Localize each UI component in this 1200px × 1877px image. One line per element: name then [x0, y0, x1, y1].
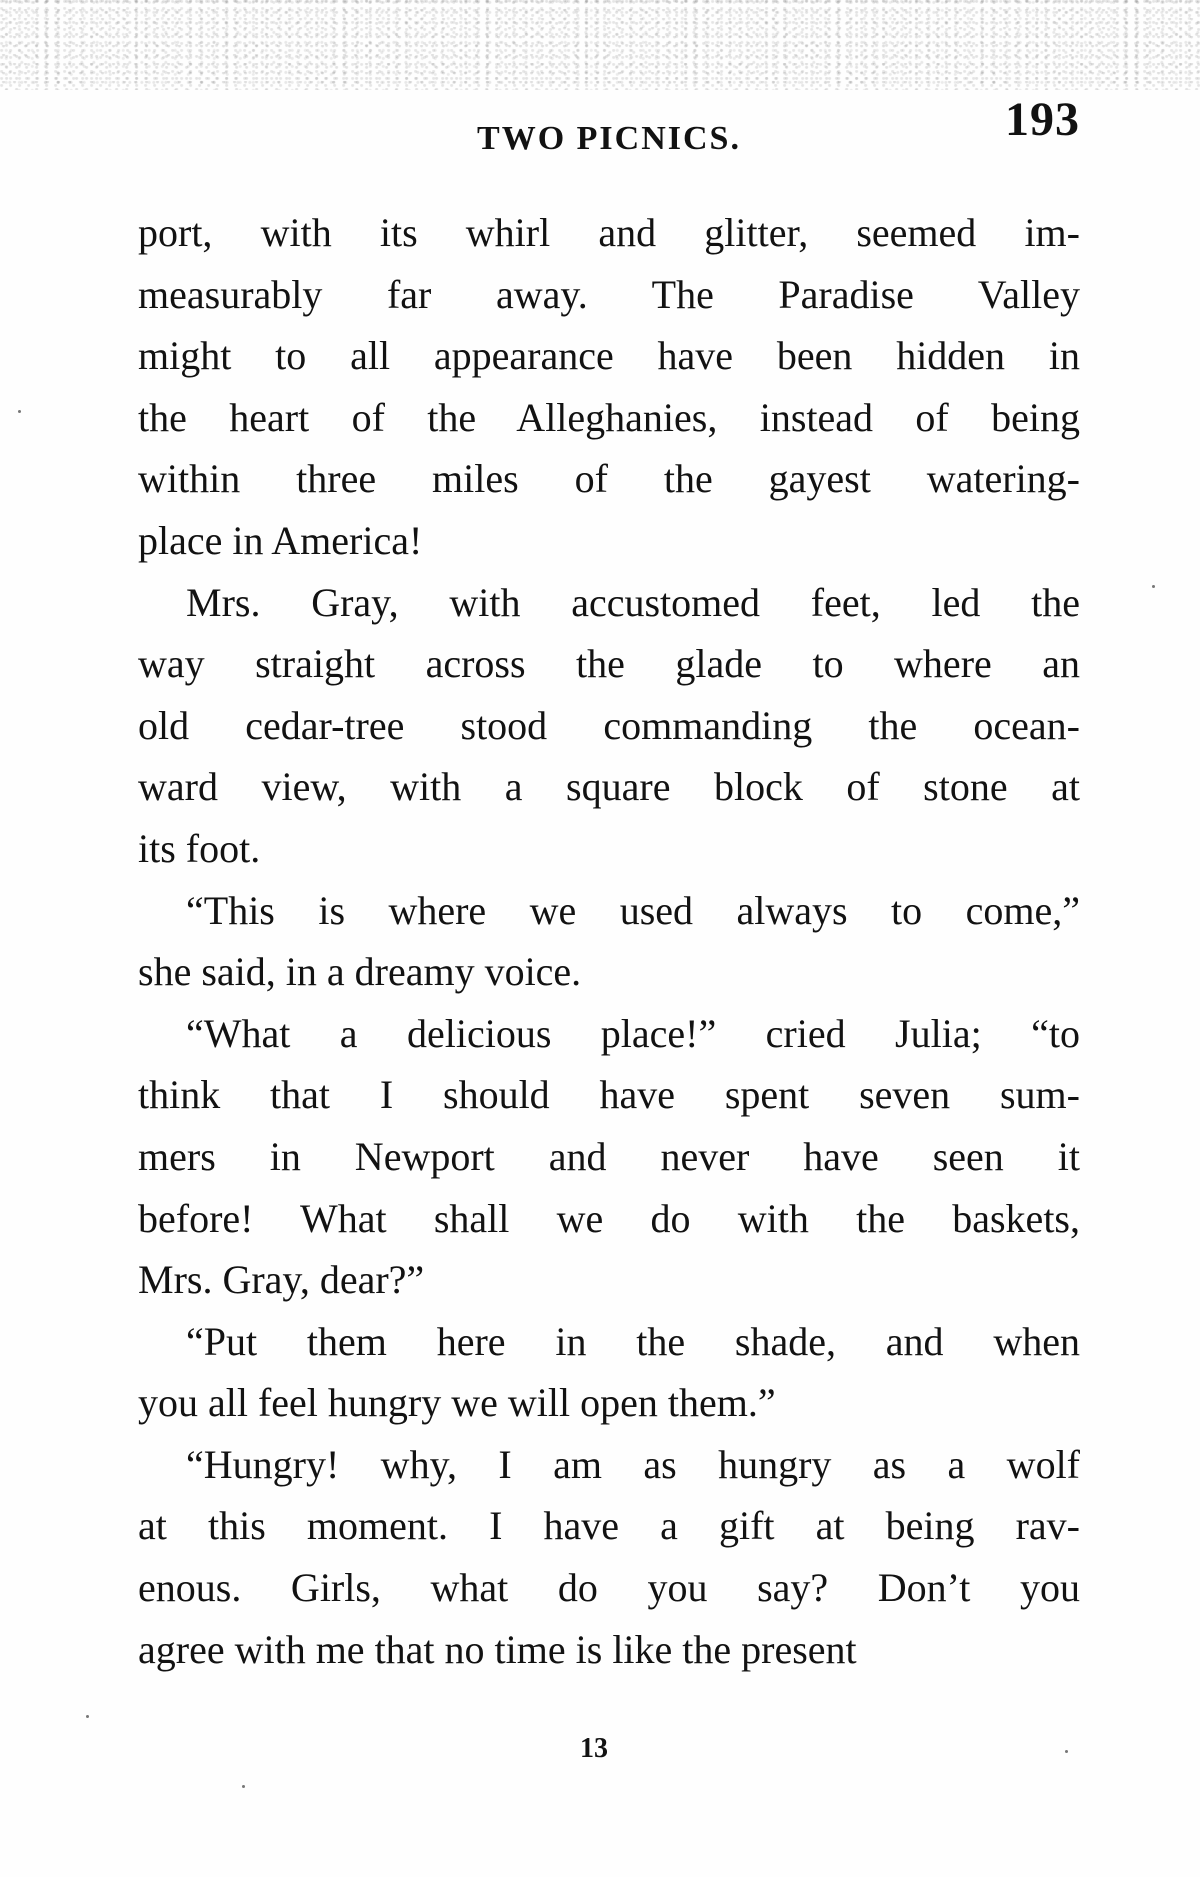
- text-line: agree with me that no time is like the present: [138, 1626, 857, 1672]
- text-line: “Put them here in the shade, and when: [186, 1318, 1080, 1364]
- scan-dot: [242, 1785, 245, 1788]
- text-line: port, with its whirl and glitter, seemed im-: [138, 210, 1080, 255]
- page-number: 193: [1005, 93, 1080, 146]
- text-line: the heart of the Alleghanies, instead of being: [138, 394, 1080, 440]
- running-head: [138, 92, 1080, 157]
- text-line: “What a delicious place!” cried Julia; “to: [186, 1010, 1080, 1056]
- paragraph-4: [138, 1003, 1080, 1311]
- signature-mark: 13: [580, 1733, 608, 1764]
- text-line: way straight across the glade to where an: [138, 641, 1080, 687]
- paragraph-3: [138, 880, 1080, 1003]
- scan-dot: [1152, 585, 1155, 588]
- text-line: enous. Girls, what do you say? Don’t you: [138, 1565, 1080, 1611]
- scan-dot: [86, 1715, 89, 1718]
- text-line: its foot.: [138, 825, 261, 871]
- text-line: before! What shall we do with the baskets,: [138, 1195, 1080, 1241]
- scan-dot: [18, 410, 21, 413]
- text-line: at this moment. I have a gift at being rav-: [138, 1503, 1080, 1549]
- paragraph-1: [138, 202, 1080, 572]
- text-line: within three miles of the gayest watering-: [138, 456, 1080, 502]
- text-line: Mrs. Gray, dear?”: [138, 1257, 425, 1303]
- paragraph-5: [138, 1311, 1080, 1434]
- body-text: [138, 202, 1080, 1680]
- text-line: old cedar-tree stood commanding the ocean-: [138, 702, 1080, 748]
- scan-speckle: [0, 0, 1200, 90]
- paragraph-6: [138, 1434, 1080, 1680]
- paragraph-2: [138, 572, 1080, 880]
- running-title: TWO PICNICS.: [477, 120, 741, 157]
- text-line: she said, in a dreamy voice.: [138, 949, 582, 995]
- text-line: mers in Newport and never have seen it: [138, 1133, 1080, 1179]
- text-line: “This is where we used always to come,”: [186, 887, 1080, 933]
- text-line: might to all appearance have been hidden in: [138, 333, 1080, 379]
- text-line: you all feel hungry we will open them.”: [138, 1380, 776, 1426]
- text-line: Mrs. Gray, with accustomed feet, led the: [186, 579, 1080, 625]
- text-line: think that I should have spent seven sum-: [138, 1072, 1080, 1118]
- scan-dot: [1065, 1750, 1068, 1753]
- text-line: ward view, with a square block of stone at: [138, 764, 1080, 810]
- text-line: “Hungry! why, I am as hungry as a wolf: [186, 1441, 1080, 1487]
- text-line: place in America!: [138, 517, 423, 563]
- text-line: measurably far away. The Paradise Valley: [138, 271, 1080, 317]
